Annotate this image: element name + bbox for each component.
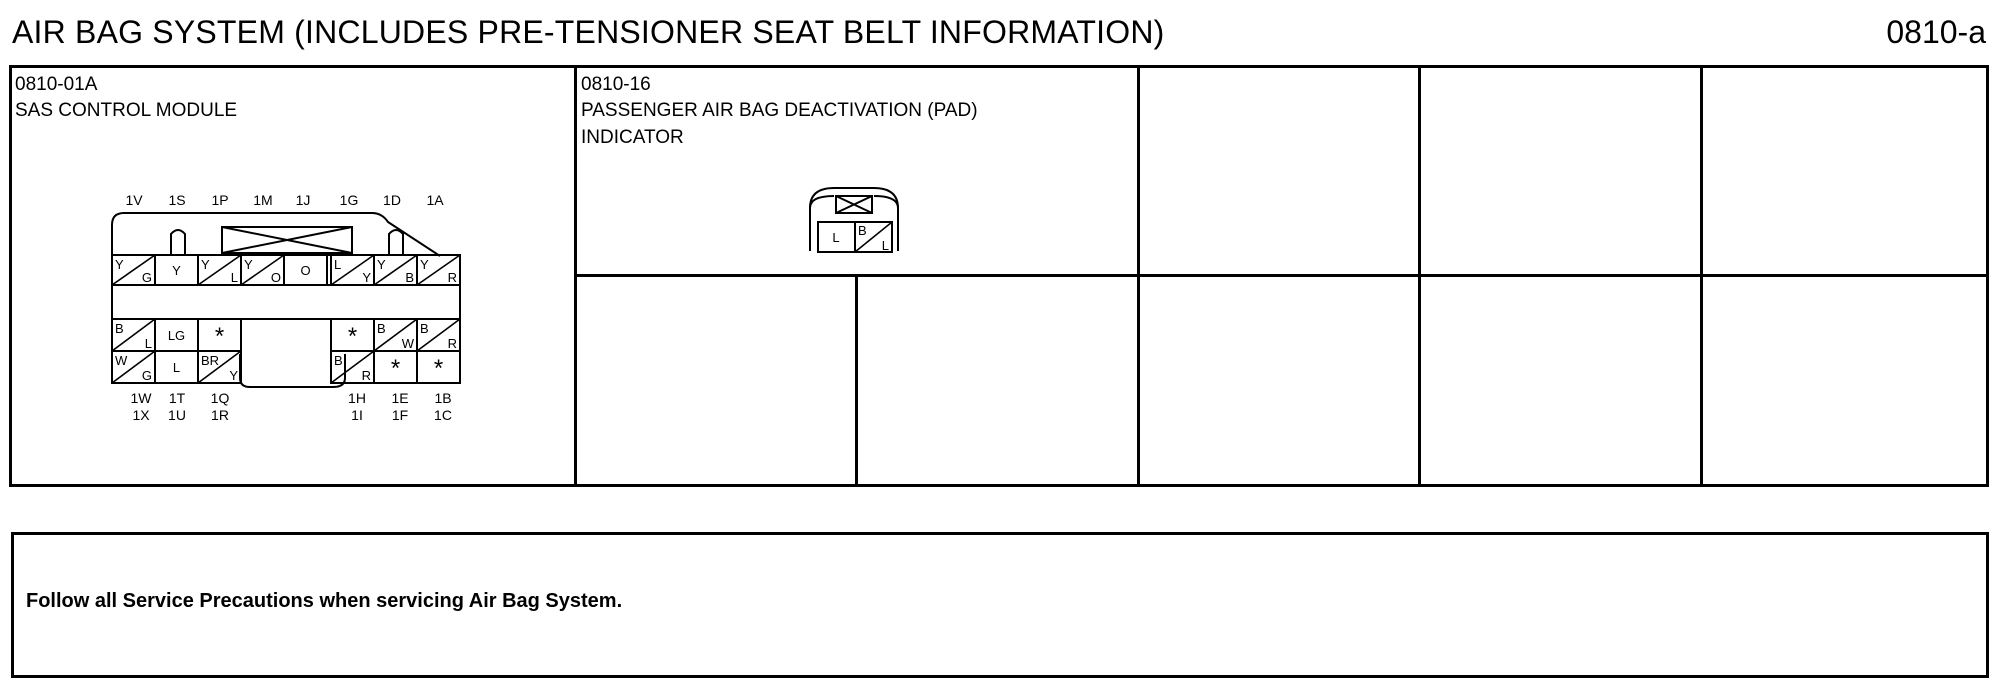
pin-cell	[241, 255, 284, 285]
svg-text:R: R	[447, 336, 457, 351]
page-title: AIR BAG SYSTEM (INCLUDES PRE-TENSIONER SEAT BELT INFORMATION)	[12, 14, 1165, 50]
pin-cell	[417, 351, 460, 383]
svg-text:G: G	[141, 368, 152, 383]
pin-cell	[112, 319, 155, 351]
svg-text:B: B	[115, 321, 124, 336]
svg-text:Y: Y	[201, 257, 210, 272]
divider	[855, 276, 858, 487]
svg-text:B: B	[377, 321, 386, 336]
page-code: 0810-a	[1886, 14, 1986, 50]
pin-label: 1I	[351, 407, 363, 423]
pin-label: 1E	[391, 390, 409, 406]
svg-text:O: O	[300, 263, 311, 278]
svg-text:Y: Y	[362, 270, 371, 285]
pin-label: 1V	[125, 192, 143, 208]
svg-text:B: B	[858, 223, 867, 238]
svg-text:O: O	[270, 270, 281, 285]
pin-label: 1S	[168, 192, 186, 208]
pin-cell	[155, 319, 198, 351]
pin-label: 1P	[211, 192, 229, 208]
connector-name: SAS CONTROL MODULE	[15, 100, 238, 121]
pin-label: 1X	[132, 407, 150, 423]
svg-text:Y: Y	[377, 257, 386, 272]
pin-cell	[331, 351, 374, 383]
pin-cell	[417, 255, 460, 285]
pin-cell	[155, 255, 198, 285]
pin-label: 1R	[211, 407, 229, 423]
svg-text:L: L	[881, 238, 889, 253]
connector-name: PASSENGER AIR BAG DEACTIVATION (PAD)	[581, 100, 978, 121]
pin-cell	[417, 319, 460, 351]
pin-label: 1C	[434, 407, 452, 423]
pin-cell	[374, 351, 417, 383]
svg-text:LG: LG	[167, 328, 186, 343]
svg-text:BR: BR	[201, 353, 220, 368]
pin-cell: L	[832, 230, 840, 245]
pin-label: 1U	[168, 407, 186, 423]
pin-cell	[198, 319, 241, 351]
svg-text:L: L	[230, 270, 238, 285]
pin-label: 1G	[339, 192, 359, 208]
pin-cell	[155, 351, 198, 383]
pin-cell	[374, 319, 417, 351]
divider	[574, 274, 1989, 277]
svg-text:L: L	[144, 336, 152, 351]
sas-connector-face	[0, 0, 600, 440]
connector-name-cont: INDICATOR	[581, 127, 684, 148]
pin-label: 1Q	[210, 390, 230, 406]
pin-label: 1M	[253, 192, 273, 208]
pin-cell	[855, 222, 892, 253]
pin-cell	[112, 255, 155, 285]
pin-label: 1D	[383, 192, 401, 208]
pin-label: 1T	[168, 390, 186, 406]
svg-text:B: B	[405, 270, 414, 285]
pin-cell	[284, 255, 327, 285]
svg-text:G: G	[141, 270, 152, 285]
pin-cell	[198, 351, 241, 383]
svg-text:Y: Y	[244, 257, 253, 272]
svg-text:L: L	[334, 257, 342, 272]
connector-id: 0810-01A	[15, 74, 98, 95]
pin-label: 1F	[391, 407, 409, 423]
svg-text:Y: Y	[172, 263, 181, 278]
svg-text:Y: Y	[229, 368, 238, 383]
pin-cell	[198, 255, 241, 285]
pin-label: 1W	[130, 390, 152, 406]
svg-text:L: L	[172, 360, 181, 375]
svg-text:Y: Y	[420, 257, 429, 272]
pad-connector-face	[790, 180, 920, 260]
svg-text:R: R	[447, 270, 457, 285]
service-note: Follow all Service Precautions when servicing Air Bag System.	[26, 590, 623, 612]
svg-text:*: *	[347, 323, 358, 350]
svg-text:*: *	[214, 323, 225, 350]
svg-text:W: W	[401, 336, 414, 351]
svg-text:*: *	[433, 355, 444, 382]
pin-label: 1H	[348, 390, 366, 406]
svg-text:B: B	[334, 353, 343, 368]
svg-text:*: *	[390, 355, 401, 382]
pin-cell	[374, 255, 417, 285]
pin-label: 1B	[434, 390, 452, 406]
svg-text:W: W	[115, 353, 128, 368]
pin-label: 1A	[426, 192, 444, 208]
svg-text:B: B	[420, 321, 429, 336]
svg-text:Y: Y	[115, 257, 124, 272]
pin-cell	[331, 319, 374, 351]
connector-id: 0810-16	[581, 74, 651, 95]
pin-label: 1J	[295, 192, 311, 208]
pin-cell	[112, 351, 155, 383]
pin-cell	[331, 255, 374, 285]
svg-text:R: R	[361, 368, 371, 383]
